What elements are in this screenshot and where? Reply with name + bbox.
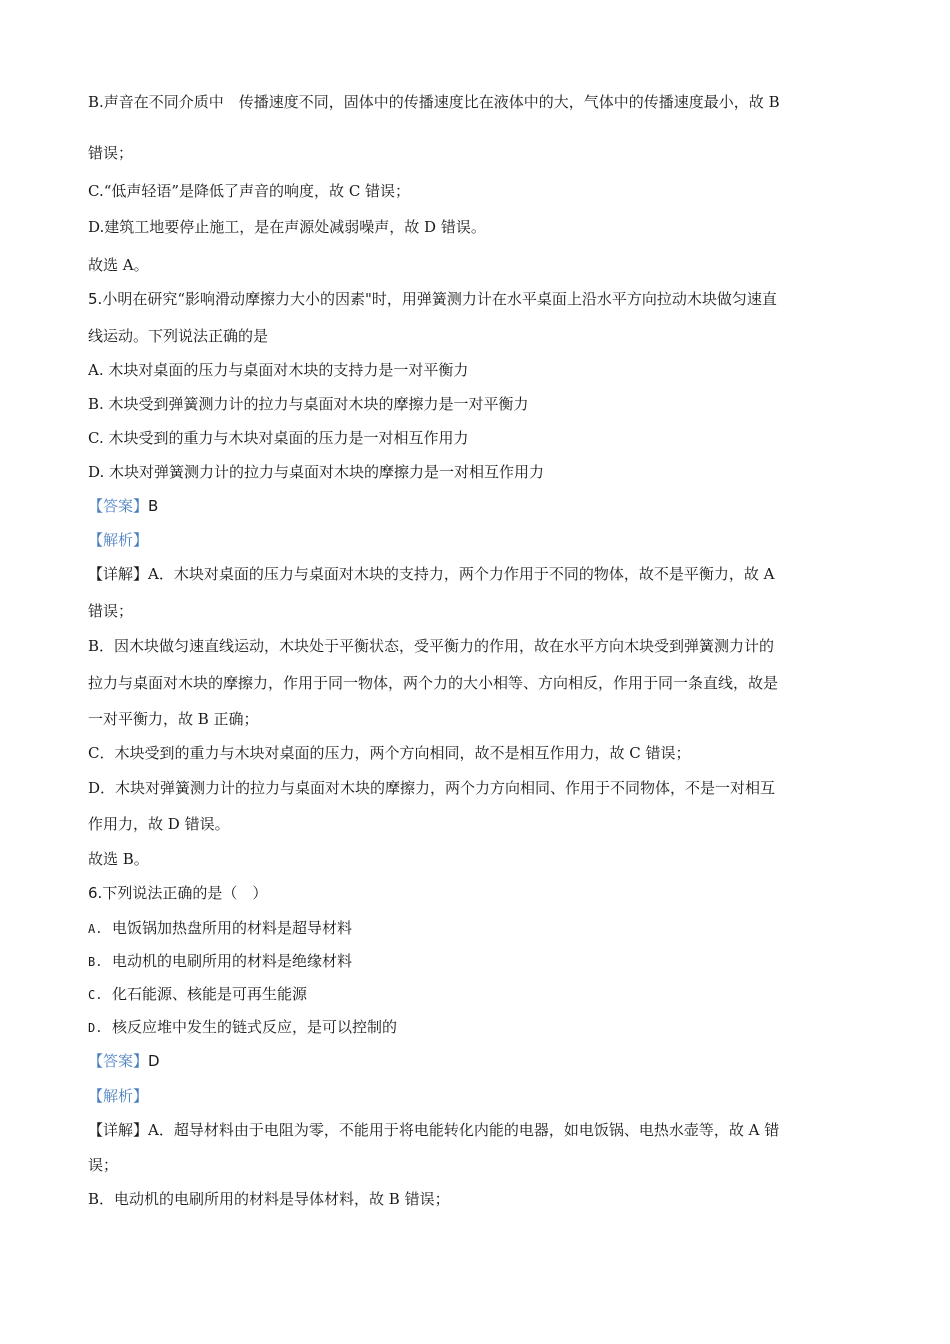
analysis-tag: 【解析】 [88, 531, 149, 549]
option-text: 电动机的电刷所用的材料是绝缘材料 [112, 952, 353, 970]
option-b [88, 951, 352, 972]
answer-tag: 【答案】 [88, 1052, 149, 1070]
answer-value: B [148, 497, 159, 515]
question-6 [88, 883, 864, 903]
option-d [88, 1017, 397, 1038]
text-line: D.建筑工地要停止施工，是在声源处减弱噪声，故 D 错误。 [88, 218, 486, 236]
analysis-tag: 【解析】 [88, 1087, 149, 1105]
question-number: 5. [88, 290, 103, 308]
text-line: C．木块受到的重力与木块对桌面的压力，两个方向相同，故不是相互作用力，故 C 错误； [88, 744, 691, 762]
option-b: B. 木块受到弹簧测力计的拉力与桌面对木块的摩擦力是一对平衡力 [88, 395, 529, 413]
option-a: A. 木块对桌面的压力与桌面对木块的支持力是一对平衡力 [88, 361, 469, 379]
detail-tag: 【详解】 [88, 565, 149, 583]
text-line: 误； [88, 1156, 119, 1174]
question-number: 6. [88, 884, 103, 902]
answer-value: D [148, 1052, 160, 1070]
option-text: 核反应堆中发生的链式反应，是可以控制的 [112, 1018, 398, 1036]
text-line: B．因木块做匀速直线运动，木块处于平衡状态，受平衡力的作用，故在水平方向木块受到弹簧测力计的 [88, 637, 775, 655]
option-label: D. [88, 1021, 103, 1035]
question-text-cont: 线运动。下列说法正确的是 [88, 327, 269, 345]
detail-line [88, 564, 864, 584]
answer-tag: 【答案】 [88, 497, 149, 515]
option-text: 电饭锅加热盘所用的材料是超导材料 [112, 919, 353, 937]
text-line: 故选 B。 [88, 850, 149, 868]
detail-tag: 【详解】 [88, 1121, 149, 1139]
text-line: 一对平衡力，故 B 正确； [88, 710, 259, 728]
text-line: B．电动机的电刷所用的材料是导体材料，故 B 错误； [88, 1190, 450, 1208]
answer-line [88, 1051, 864, 1071]
text-line: 作用力，故 D 错误。 [88, 815, 230, 833]
option-text: 化石能源、核能是可再生能源 [112, 985, 308, 1003]
text-line: D．木块对弹簧测力计的拉力与桌面对木块的摩擦力，两个力方向相同、作用于不同物体，不是一对相互 [88, 779, 776, 797]
answer-line [88, 496, 864, 516]
text-line: B.声音在不同介质中 传播速度不同，固体中的传播速度比在液体中的大，气体中的传播速度最小，故 B [88, 93, 780, 111]
text-line: 故选 A。 [88, 256, 149, 274]
text-line: C.“低声轻语”是降低了声音的响度，故 C 错误； [88, 182, 411, 200]
option-a [88, 918, 352, 939]
detail-text: A．超导材料由于电阻为零，不能用于将电能转化内能的电器，如电饭锅、电热水壶等，故 A 错 [148, 1121, 780, 1139]
text-line: 错误； [88, 602, 134, 620]
text-line: 错误； [88, 144, 134, 162]
question-text: 下列说法正确的是（ ） [102, 884, 268, 902]
option-c: C. 木块受到的重力与木块对桌面的压力是一对相互作用力 [88, 429, 469, 447]
detail-line [88, 1120, 864, 1140]
question-5 [88, 289, 864, 309]
option-label: A. [88, 922, 103, 936]
text-line: 拉力与桌面对木块的摩擦力，作用于同一物体，两个力的大小相等、方向相反，作用于同一条直线，故是 [88, 674, 779, 692]
option-c [88, 984, 307, 1005]
option-label: B. [88, 955, 103, 969]
option-d: D. 木块对弹簧测力计的拉力与桌面对木块的摩擦力是一对相互作用力 [88, 463, 545, 481]
detail-text: A．木块对桌面的压力与桌面对木块的支持力，两个力作用于不同的物体，故不是平衡力，故 A [148, 565, 775, 583]
question-text: 小明在研究“影响滑动摩擦力大小的因素"时，用弹簧测力计在水平桌面上沿水平方向拉动木块做匀速直 [102, 290, 777, 308]
option-label: C. [88, 988, 103, 1002]
